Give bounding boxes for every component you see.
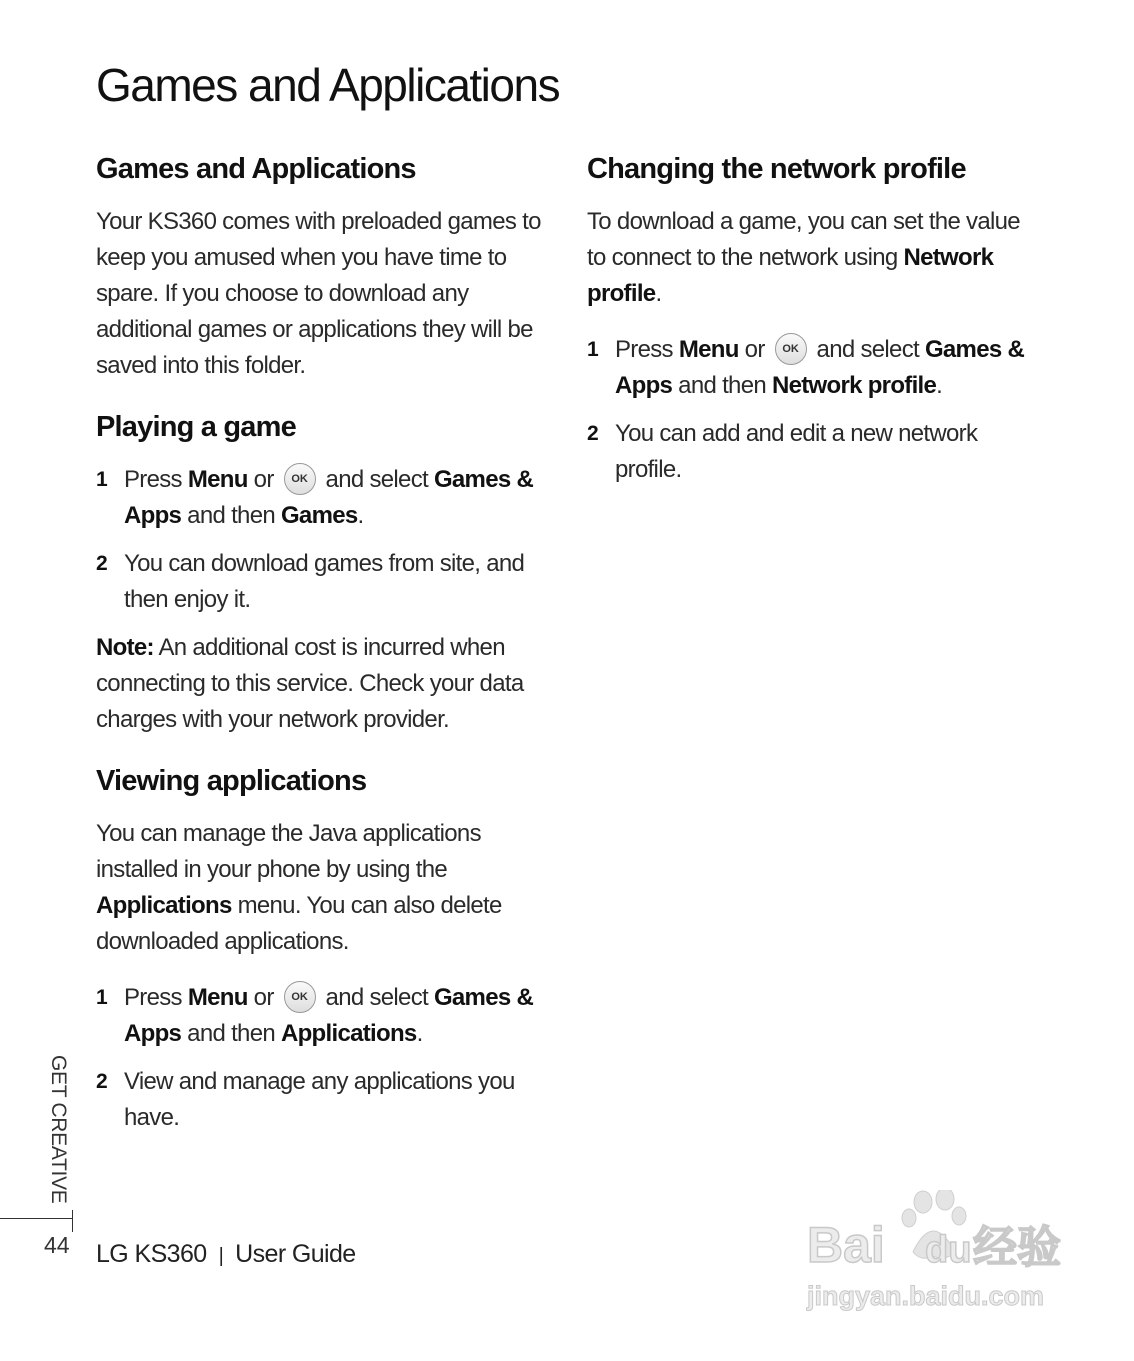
- svg-text:经验: 经验: [973, 1223, 1061, 1272]
- step-text: and select: [810, 336, 925, 363]
- target-keyword: Network profile: [771, 372, 937, 399]
- left-column: [96, 150, 541, 1166]
- section-paragraph: Your KS360 comes with preloaded games to keep you amused when you have time to spare. If you choose to download any additional games or applications they will be saved into this folder.: [96, 208, 541, 379]
- section-heading: Viewing applications: [96, 765, 367, 797]
- step-text: or: [247, 466, 280, 493]
- svg-text:Bai: Bai: [807, 1217, 885, 1273]
- step-text: .: [936, 372, 943, 399]
- section-games-and-applications: [96, 150, 541, 384]
- step-text: or: [738, 336, 771, 363]
- steps-list: [96, 980, 541, 1136]
- ok-button-icon: OK: [284, 463, 316, 495]
- step-number: 1: [96, 986, 107, 1009]
- step-text: and then: [672, 372, 772, 399]
- section-side-label: GET CREATIVE: [47, 1055, 70, 1204]
- section-playing-a-game: [96, 408, 541, 738]
- section-paragraph: [587, 204, 1032, 312]
- section-viewing-applications: [96, 762, 541, 1136]
- footer-guide: User Guide: [235, 1240, 356, 1268]
- target-keyword: Applications: [280, 1020, 417, 1047]
- note-paragraph: [96, 630, 541, 738]
- page-title: Games and Applications: [96, 59, 560, 111]
- network-profile-keyword: Network profile: [587, 244, 994, 307]
- games-apps-keyword: Games & Apps: [124, 984, 534, 1047]
- step-text: and select: [319, 984, 434, 1011]
- step-item: [96, 462, 541, 534]
- menu-keyword: Menu: [187, 466, 248, 493]
- step-item: [96, 980, 541, 1052]
- step-text: Press: [124, 984, 188, 1011]
- note-text: An additional cost is incurred when connecting to this service. Check your data charges with your network provider.: [96, 634, 524, 733]
- step-text: .: [357, 502, 364, 529]
- step-number: 1: [587, 338, 598, 361]
- page-number: 44: [44, 1232, 70, 1258]
- steps-list: [587, 332, 1032, 488]
- step-number: 1: [96, 468, 107, 491]
- baidu-watermark-logo: [805, 1190, 1067, 1315]
- right-column: [587, 150, 1032, 518]
- section-changing-network-profile: [587, 150, 1032, 488]
- step-text: You can add and edit a new network profile.: [615, 420, 978, 483]
- step-text: Press: [615, 336, 679, 363]
- step-text: View and manage any applications you have.: [124, 1068, 515, 1131]
- section-heading: Games and Applications: [96, 153, 416, 185]
- step-item: [96, 1064, 541, 1136]
- menu-keyword: Menu: [187, 984, 248, 1011]
- step-text: .: [416, 1020, 423, 1047]
- side-divider: [0, 1218, 72, 1219]
- step-text: or: [247, 984, 280, 1011]
- step-text: and then: [181, 502, 281, 529]
- step-number: 2: [96, 1070, 107, 1093]
- para-text: To download a game, you can set the value to connect to the network using: [587, 208, 1020, 271]
- step-text: and select: [319, 466, 434, 493]
- step-number: 2: [587, 422, 598, 445]
- footer-separator: |: [218, 1245, 224, 1267]
- side-divider-vertical: [72, 1210, 73, 1232]
- step-item: [587, 332, 1032, 404]
- step-number: 2: [96, 552, 107, 575]
- step-text: You can download games from site, and then enjoy it.: [124, 550, 525, 613]
- games-apps-keyword: Games & Apps: [615, 336, 1025, 399]
- note-label: Note:: [96, 634, 154, 661]
- games-apps-keyword: Games & Apps: [124, 466, 534, 529]
- ok-button-icon: OK: [284, 981, 316, 1013]
- target-keyword: Games: [280, 502, 358, 529]
- step-item: [96, 546, 541, 618]
- svg-text:du: du: [925, 1229, 972, 1271]
- applications-keyword: Applications: [96, 892, 232, 919]
- para-text: You can manage the Java applications installed in your phone by using the: [96, 820, 481, 883]
- footer-product: LG KS360: [96, 1240, 207, 1268]
- section-heading: Playing a game: [96, 411, 296, 443]
- para-text: .: [655, 280, 662, 307]
- ok-button-icon: OK: [775, 333, 807, 365]
- para-text: menu. You can also delete downloaded applications.: [96, 892, 502, 955]
- section-paragraph: [96, 816, 541, 960]
- step-item: [587, 416, 1032, 488]
- steps-list: [96, 462, 541, 618]
- menu-keyword: Menu: [678, 336, 739, 363]
- section-heading: Changing the network profile: [587, 153, 966, 185]
- footer: [96, 1240, 356, 1269]
- svg-text:jingyan.baidu.com: jingyan.baidu.com: [807, 1281, 1045, 1311]
- step-text: Press: [124, 466, 188, 493]
- step-text: and then: [181, 1020, 281, 1047]
